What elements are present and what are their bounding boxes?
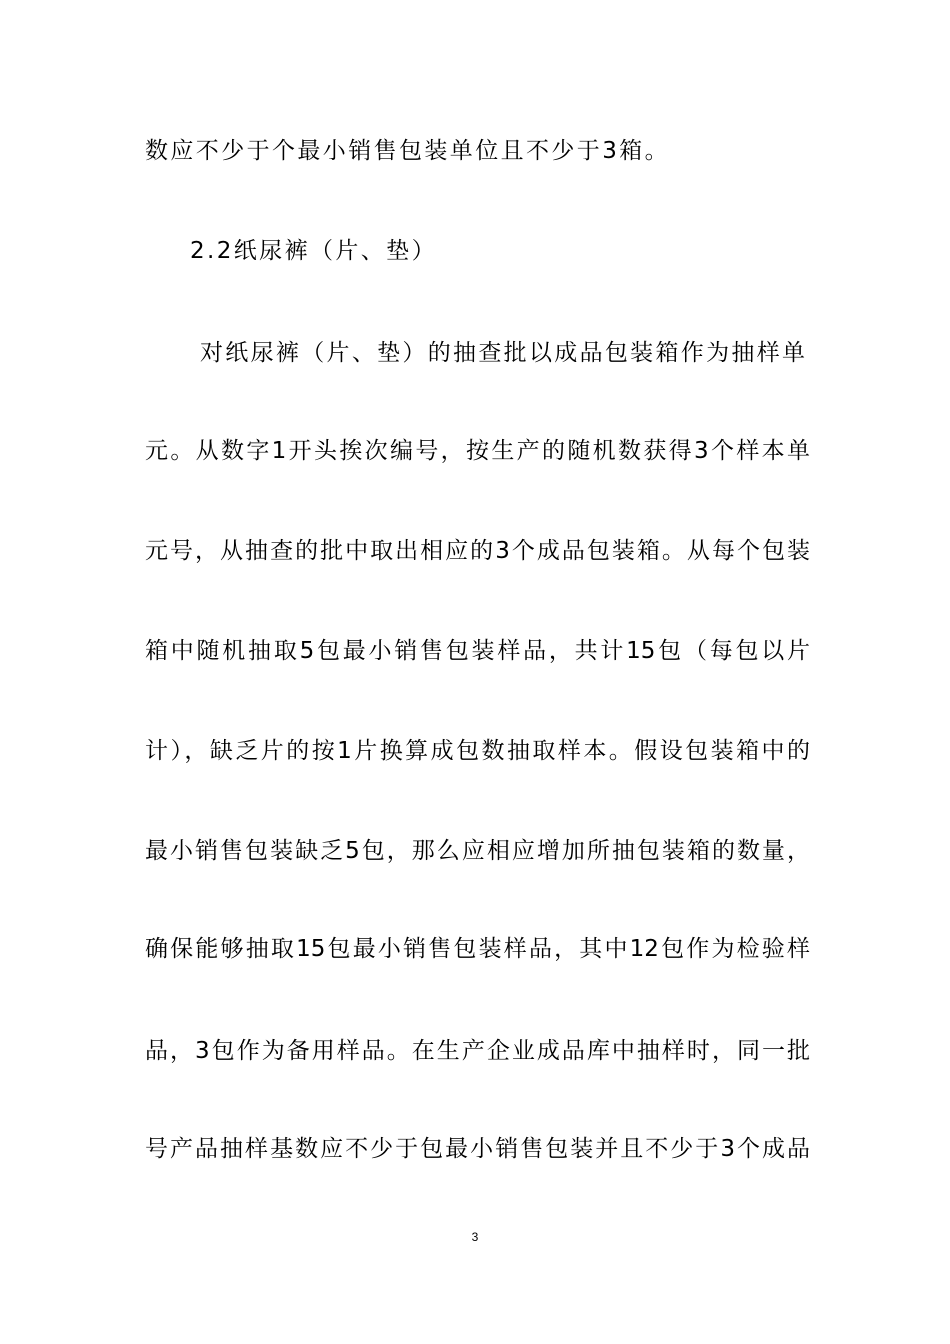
- paragraph-line-3: 元。从数字1开头挨次编号，按生产的随机数获得3个样本单: [145, 438, 810, 464]
- section-heading: 2.2纸尿裤（片、垫）: [190, 238, 437, 264]
- paragraph-line-4: 元号，从抽查的批中取出相应的3个成品包装箱。从每个包装: [145, 538, 810, 564]
- paragraph-line-1: 数应不少于个最小销售包装单位且不少于3箱。: [145, 138, 671, 164]
- paragraph-line-7: 最小销售包装缺乏5包，那么应相应增加所抽包装箱的数量，: [145, 838, 810, 864]
- page-number: 3: [471, 1230, 479, 1244]
- paragraph-line-10: 号产品抽样基数应不少于包最小销售包装并且不少于3个成品: [145, 1136, 810, 1162]
- paragraph-line-2: 对纸尿裤（片、垫）的抽查批以成品包装箱作为抽样单: [200, 340, 805, 366]
- paragraph-line-6: 计），缺乏片的按1片换算成包数抽取样本。假设包装箱中的: [145, 738, 810, 764]
- paragraph-line-9: 品，3包作为备用样品。在生产企业成品库中抽样时，同一批: [145, 1038, 810, 1064]
- paragraph-line-5: 箱中随机抽取5包最小销售包装样品，共计15包（每包以片: [145, 638, 810, 664]
- paragraph-line-8: 确保能够抽取15包最小销售包装样品，其中12包作为检验样: [145, 936, 810, 962]
